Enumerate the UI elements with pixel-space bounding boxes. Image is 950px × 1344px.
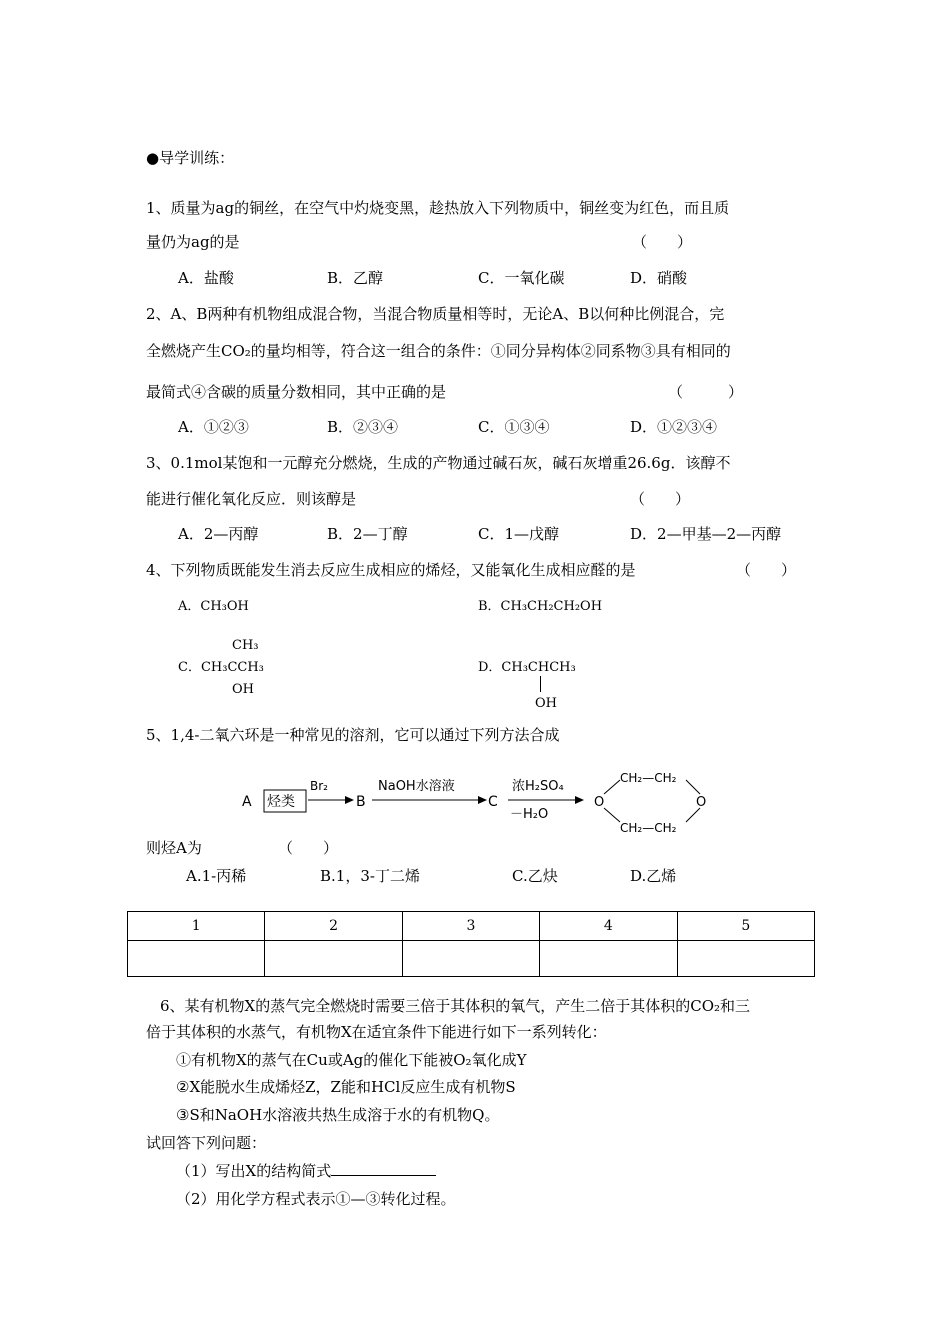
question-2-option-a: A．①②③ [178, 418, 249, 436]
scheme-intermediate-c: C [488, 794, 498, 810]
scheme-reagent-2: NaOH水溶液 [378, 779, 455, 794]
question-6-subquestion-1 [176, 1161, 436, 1181]
answer-table-header-cell: 5 [677, 912, 814, 941]
answer-table-header-cell: 2 [265, 912, 402, 941]
answer-table [127, 911, 815, 977]
question-5-option-b: B.1，3-丁二烯 [320, 867, 420, 885]
scheme-reagent-3-bottom: －H₂O [510, 807, 549, 822]
question-4-option-d-hydroxyl: OH [535, 696, 557, 711]
question-3-option-d: D．2—甲基—2—丙醇 [630, 525, 782, 543]
question-2-text-line1: 2、A、B两种有机物组成混合物，当混合物质量相等时，无论A、B以何种比例混合，完 [146, 305, 725, 323]
answer-cell[interactable] [677, 941, 814, 977]
question-1-answer-paren: （ ） [632, 233, 693, 251]
question-4-option-d-chain: D．CH₃CHCH₃ [478, 660, 576, 675]
ring-bond-bottom-left [604, 808, 620, 822]
question-5-answer-paren: （ ） [278, 839, 339, 857]
question-1-text-line1: 1、质量为ag的铜丝，在空气中灼烧变黑，趁热放入下列物质中，铜丝变为红色，而且质 [146, 199, 730, 217]
question-4-option-c-chain: C．CH₃CCH₃ [178, 660, 264, 675]
answer-cell[interactable] [128, 941, 265, 977]
question-5-option-a: A.1-丙稀 [186, 867, 247, 885]
answer-table-header-cell: 1 [128, 912, 265, 941]
question-6-prompt: 试回答下列问题： [146, 1134, 267, 1152]
ring-bond-top-right [686, 780, 700, 794]
answer-table-header-row [128, 912, 815, 941]
question-6-subquestion-2: （2）用化学方程式表示①—③转化过程。 [176, 1190, 456, 1208]
question-6-text-line2: 倍于其体积的水蒸气，有机物X在适宜条件下能进行如下一系列转化： [146, 1023, 607, 1041]
question-3-option-b: B．2—丁醇 [327, 525, 408, 543]
scheme-reagent-1: Br₂ [310, 779, 328, 793]
question-4-option-c-methyl: CH₃ [232, 638, 259, 653]
scheme-arrowhead-3 [575, 796, 584, 804]
ring-top-label: CH₂—CH₂ [620, 771, 677, 785]
question-5-text-line2: 则烃A为 [146, 839, 202, 857]
question-2-answer-paren: （ ） [668, 383, 744, 401]
question-2-text-line3: 最简式④含碳的质量分数相同，其中正确的是 [146, 383, 447, 401]
question-3-text-line1: 3、0.1mol某饱和一元醇充分燃烧，生成的产物通过碱石灰，碱石灰增重26.6g．该醇不 [146, 454, 731, 472]
answer-table-header-cell: 3 [402, 912, 539, 941]
question-1-option-b: B．乙醇 [327, 269, 384, 287]
answer-table-header-cell: 4 [540, 912, 677, 941]
question-2-text-line2: 全燃烧产生CO₂的量均相等，符合这一组合的条件：①同分异构体②同系物③具有相同的 [146, 342, 731, 360]
ring-oxygen-right: O [696, 795, 707, 810]
synthesis-scheme [230, 760, 730, 842]
ring-bond-top-left [604, 780, 620, 794]
answer-blank[interactable] [331, 1161, 436, 1176]
question-2-option-c: C．①③④ [478, 418, 550, 436]
question-4-option-d-bond [540, 676, 541, 692]
question-4-option-c-hydroxyl: OH [232, 682, 254, 697]
scheme-reactant-a: A [242, 794, 252, 810]
question-5-option-d: D.乙烯 [630, 867, 677, 885]
section-title: ●导学训练： [146, 149, 235, 167]
scheme-box-label: 烃类 [267, 794, 295, 810]
question-4-answer-paren: （ ） [736, 561, 797, 579]
scheme-arrowhead-1 [345, 796, 354, 804]
answer-cell[interactable] [540, 941, 677, 977]
ring-oxygen-left: O [594, 795, 605, 810]
scheme-arrowhead-2 [478, 796, 487, 804]
question-3-option-a: A．2—丙醇 [178, 525, 259, 543]
question-4-option-a: A．CH₃OH [178, 599, 249, 614]
question-6-condition-1: ①有机物X的蒸气在Cu或Ag的催化下能被O₂氧化成Y [176, 1051, 527, 1069]
ring-bond-bottom-right [686, 808, 700, 822]
question-2-option-d: D．①②③④ [630, 418, 718, 436]
answer-table-answer-row [128, 941, 815, 977]
scheme-reagent-3-top: 浓H₂SO₄ [512, 779, 564, 794]
question-5-option-c: C.乙炔 [512, 867, 558, 885]
scheme-intermediate-b: B [356, 794, 366, 810]
question-2-option-b: B．②③④ [327, 418, 399, 436]
answer-cell[interactable] [402, 941, 539, 977]
question-4-option-b: B．CH₃CH₂CH₂OH [478, 599, 603, 614]
question-3-text-line2: 能进行催化氧化反应．则该醇是 [146, 490, 357, 508]
question-3-answer-paren: （ ） [630, 490, 691, 508]
question-5-text-line1: 5、1,4-二氧六环是一种常见的溶剂，它可以通过下列方法合成 [146, 726, 560, 744]
question-6-condition-3: ③S和NaOH水溶液共热生成溶于水的有机物Q。 [176, 1106, 500, 1124]
question-1-option-d: D．硝酸 [630, 269, 688, 287]
question-6-condition-2: ②X能脱水生成烯烃Z，Z能和HCl反应生成有机物S [176, 1078, 516, 1096]
question-6-subquestion-1-text: （1）写出X的结构简式 [176, 1162, 332, 1180]
answer-cell[interactable] [265, 941, 402, 977]
question-6-text-line1: 6、某有机物X的蒸气完全燃烧时需要三倍于其体积的氧气，产生二倍于其体积的CO₂和三 [160, 997, 751, 1015]
ring-bottom-label: CH₂—CH₂ [620, 821, 677, 835]
question-1-option-a: A．盐酸 [178, 269, 234, 287]
question-1-text-line2: 量仍为ag的是 [146, 233, 240, 251]
question-4-text-line1: 4、下列物质既能发生消去反应生成相应的烯烃，又能氧化生成相应醛的是 [146, 561, 636, 579]
question-1-option-c: C．一氧化碳 [478, 269, 565, 287]
question-3-option-c: C．1—戊醇 [478, 525, 560, 543]
